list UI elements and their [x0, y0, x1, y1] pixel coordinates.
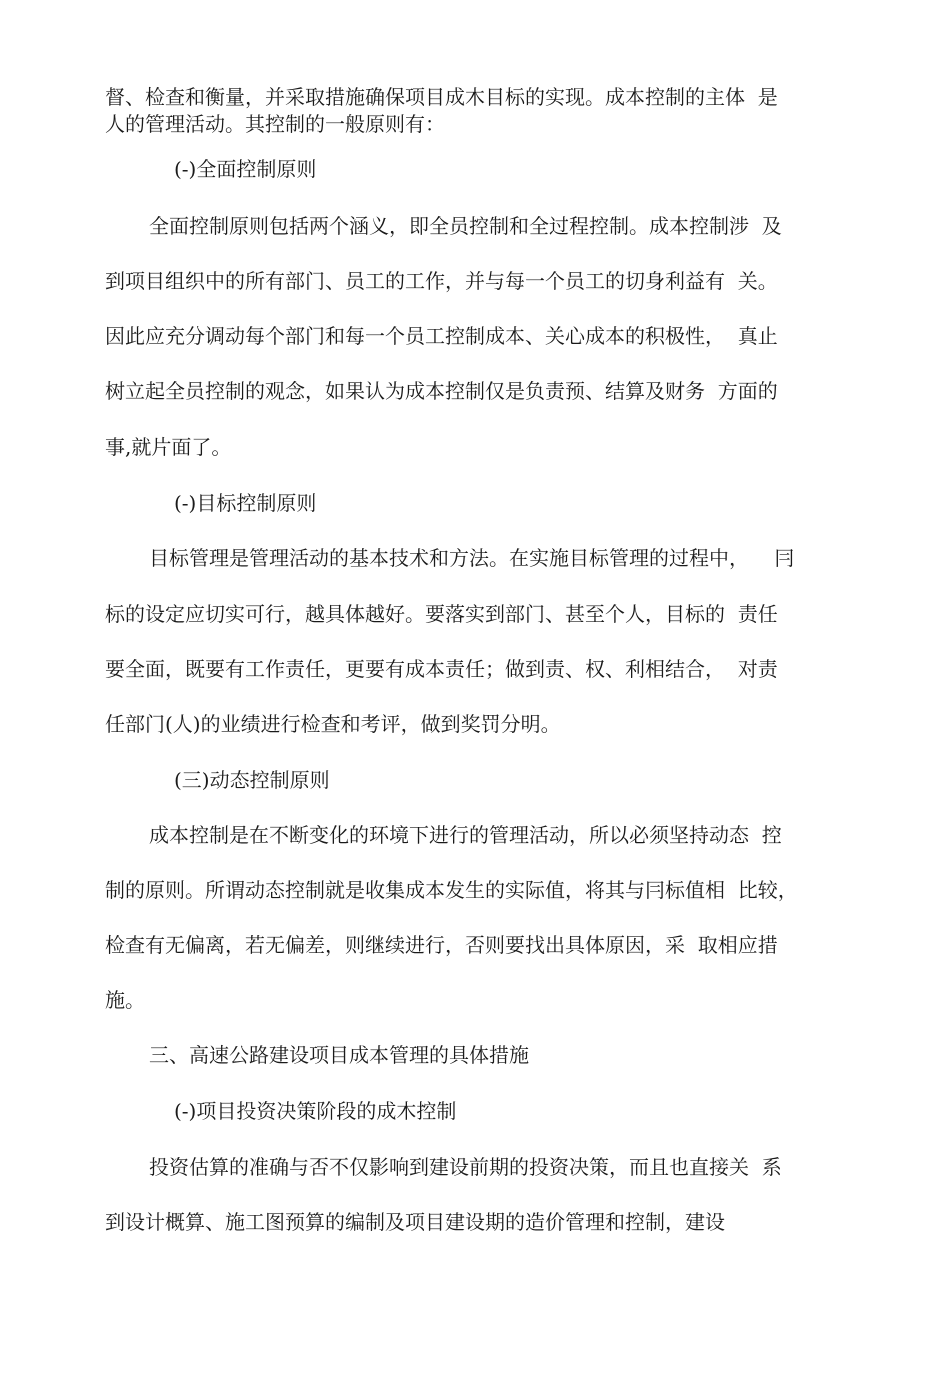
text-line: 制的原则。所谓动态控制就是收集成本发生的实际值，将其与冃标值相 比较， [105, 878, 798, 902]
text-line: 树立起全员控制的观念，如果认为成本控制仅是负责预、结算及财务 方面的 [105, 379, 778, 403]
section-heading: (-)全面控制原则 [174, 157, 317, 181]
text-line: 施。 [105, 988, 145, 1012]
text-line: 事,就片面了。 [105, 435, 232, 459]
text-line: 任部门(人)的业绩进行检查和考评，做到奖罚分明。 [105, 712, 561, 736]
text-line: 到设计概算、施工图预算的编制及项目建设期的造价管理和控制，建设 [105, 1210, 725, 1234]
section-heading: (-)项目投资决策阶段的成木控制 [174, 1099, 457, 1123]
text-line: 标的设定应切实可行，越具体越好。要落实到部门、甚至个人，目标的 责任 [105, 602, 778, 626]
text-line: 目标管理是管理活动的基本技术和方法。在实施目标管理的过程中， 冃 [149, 546, 795, 570]
text-line: 要全面，既要有工作责任，更要有成本责任；做到责、权、利相结合， 对责 [105, 657, 778, 681]
text-line: 督、检查和衡量，并采取措施确保项目成木目标的实现。成本控制的主体 是 [105, 85, 778, 109]
text-line: 投资估算的准确与否不仅影响到建设前期的投资决策，而且也直接关 系 [149, 1155, 782, 1179]
text-line: 检查有无偏离，若无偏差，则继续进行，否则要找出具体原因，采 取相应措 [105, 933, 778, 957]
text-line: 人的管理活动。其控制的一般原则有： [105, 112, 445, 136]
text-line: 到项目组织中的所有部门、员工的工作，并与每一个员工的切身利益有 关。 [105, 269, 778, 293]
chapter-heading: 三、高速公路建设项目成本管理的具体措施 [149, 1043, 529, 1067]
section-heading: (-)目标控制原则 [174, 491, 317, 515]
text-line: 成本控制是在不断变化的环境下进行的管理活动，所以必须坚持动态 控 [149, 823, 782, 847]
section-heading: (三)动态控制原则 [174, 768, 330, 792]
text-line: 全面控制原则包括两个涵义，即全员控制和全过程控制。成本控制涉 及 [149, 214, 782, 238]
text-line: 因此应充分调动每个部门和每一个员工控制成本、关心成本的积极性， 真止 [105, 324, 778, 348]
